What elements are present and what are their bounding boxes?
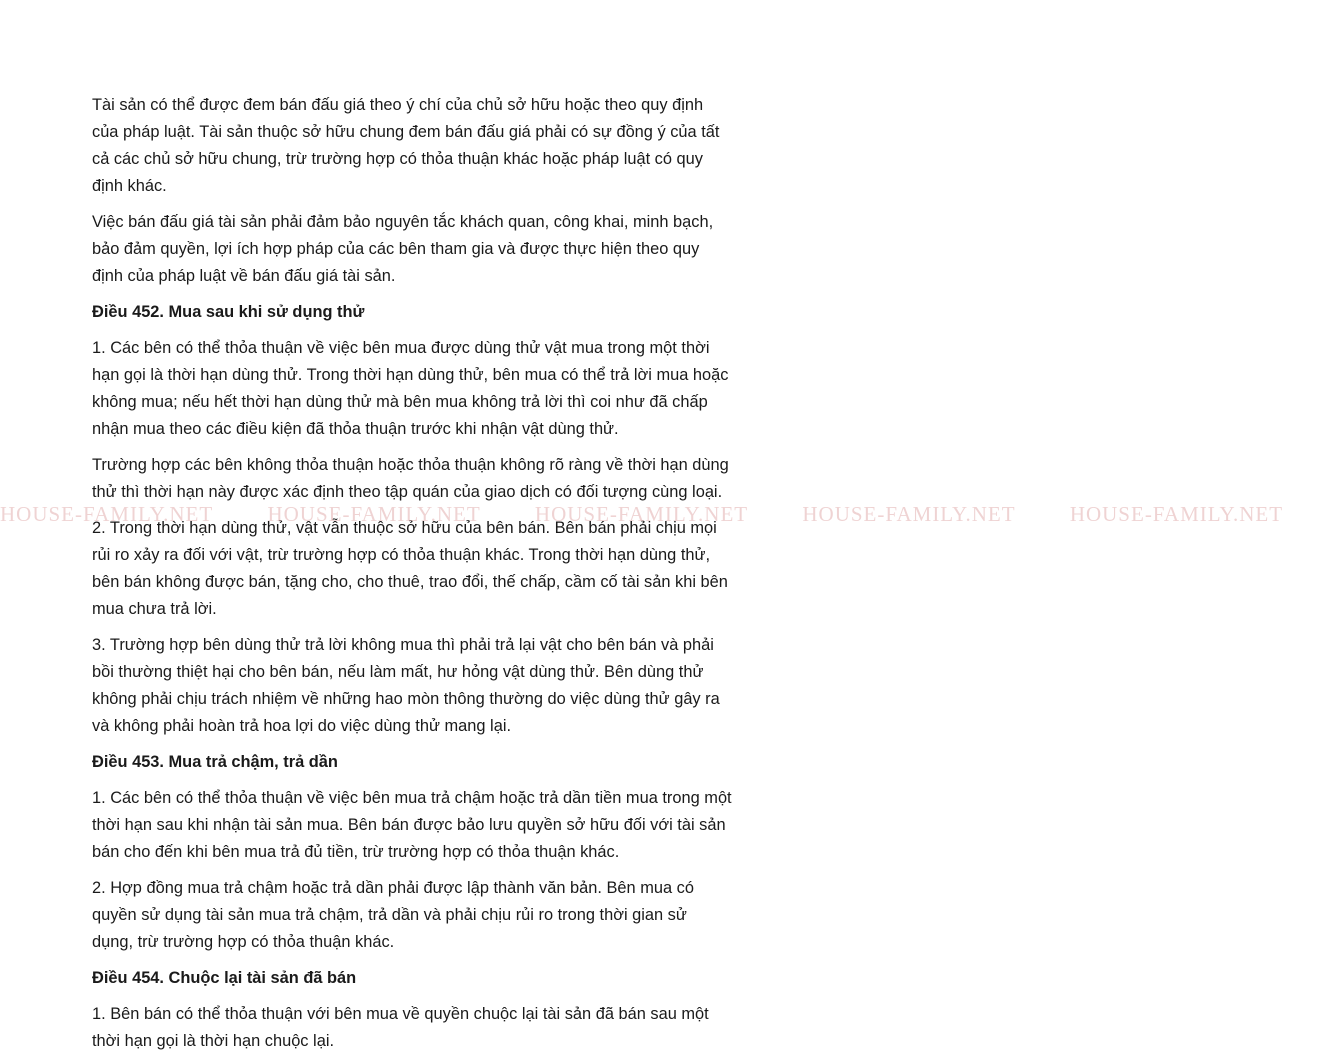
watermark-text: HOUSE-FAMILY.NET bbox=[534, 502, 749, 526]
watermark-text: HOUSE-FAMILY.NET bbox=[802, 502, 1016, 526]
paragraph: Tài sản có thể được đem bán đấu giá theo ý chí của chủ sở hữu hoặc theo quy định của pháp luật. Tài sản thuộc sở hữu chung đem bán đấu giá phải có sự đồng ý của tất cả các chủ sở hữu chung, trừ trường hợp có thỏa thuận khác hoặc pháp luật có quy định khác. bbox=[92, 96, 720, 195]
paragraph: 2. Hợp đồng mua trả chậm hoặc trả dần phải được lập thành văn bản. Bên mua có quyền sử dụng tài sản mua trả chậm, trả dần và phải chịu rủi ro trong thời gian sử dụng, trừ trường hợp có thỏa thuận khác. bbox=[92, 879, 694, 951]
paragraph: Việc bán đấu giá tài sản phải đảm bảo nguyên tắc khách quan, công khai, minh bạch, bảo đảm quyền, lợi ích hợp pháp của các bên tham gia và được thực hiện theo quy định của pháp luật về bán đấu giá tài sản. bbox=[92, 213, 714, 285]
article-heading-453: Điều 453. Mua trả chậm, trả dần bbox=[92, 753, 338, 771]
watermark-text: HOUSE-FAMILY.NET bbox=[1069, 502, 1284, 526]
paragraph: 1. Bên bán có thể thỏa thuận với bên mua về quyền chuộc lại tài sản đã bán sau một thời hạn gọi là thời hạn chuộc lại. bbox=[92, 1005, 709, 1050]
article-heading-452: Điều 452. Mua sau khi sử dụng thử bbox=[92, 303, 365, 321]
watermark-text: HOUSE-FAMILY.NET bbox=[0, 502, 214, 526]
watermark-text: HOUSE-FAMILY.NET bbox=[267, 502, 481, 526]
paragraph: 2. Trong thời hạn dùng thử, vật vẫn thuộc sở hữu của bên bán. Bên bán phải chịu mọi rủi ro xảy ra đối với vật, trừ trường hợp có thỏa thuận khác. Trong thời hạn dùng thử, bên bán không được bán, tặng cho, cho thuê, trao đổi, thế chấp, cầm cố tài sản khi bên mua chưa trả lời. bbox=[92, 519, 728, 618]
paragraph: Trường hợp các bên không thỏa thuận hoặc thỏa thuận không rõ ràng về thời hạn dùng thử thì thời hạn này được xác định theo tập quán của giao dịch có đối tượng cùng loại. bbox=[92, 456, 729, 501]
paragraph: 1. Các bên có thể thỏa thuận về việc bên mua trả chậm hoặc trả dần tiền mua trong một thời hạn sau khi nhận tài sản mua. Bên bán được bảo lưu quyền sở hữu đối với tài sản bán cho đến khi bên mua trả đủ tiền, trừ trường hợp có thỏa thuận khác. bbox=[92, 789, 732, 861]
document-body bbox=[92, 92, 732, 1064]
paragraph: 1. Các bên có thể thỏa thuận về việc bên mua được dùng thử vật mua trong một thời hạn gọi là thời hạn dùng thử. Trong thời hạn dùng thử, bên mua có thể trả lời mua hoặc không mua; nếu hết thời hạn dùng thử mà bên mua không trả lời thì coi như đã chấp nhận mua theo các điều kiện đã thỏa thuận trước khi nhận vật dùng thử. bbox=[92, 339, 729, 438]
article-heading-454: Điều 454. Chuộc lại tài sản đã bán bbox=[92, 969, 357, 987]
paragraph: 3. Trường hợp bên dùng thử trả lời không mua thì phải trả lại vật cho bên bán và phải bồi thường thiệt hại cho bên bán, nếu làm mất, hư hỏng vật dùng thử. Bên dùng thử không phải chịu trách nhiệm về những hao mòn thông thường do việc dùng thử gây ra và không phải hoàn trả hoa lợi do việc dùng thử mang lại. bbox=[92, 636, 720, 735]
